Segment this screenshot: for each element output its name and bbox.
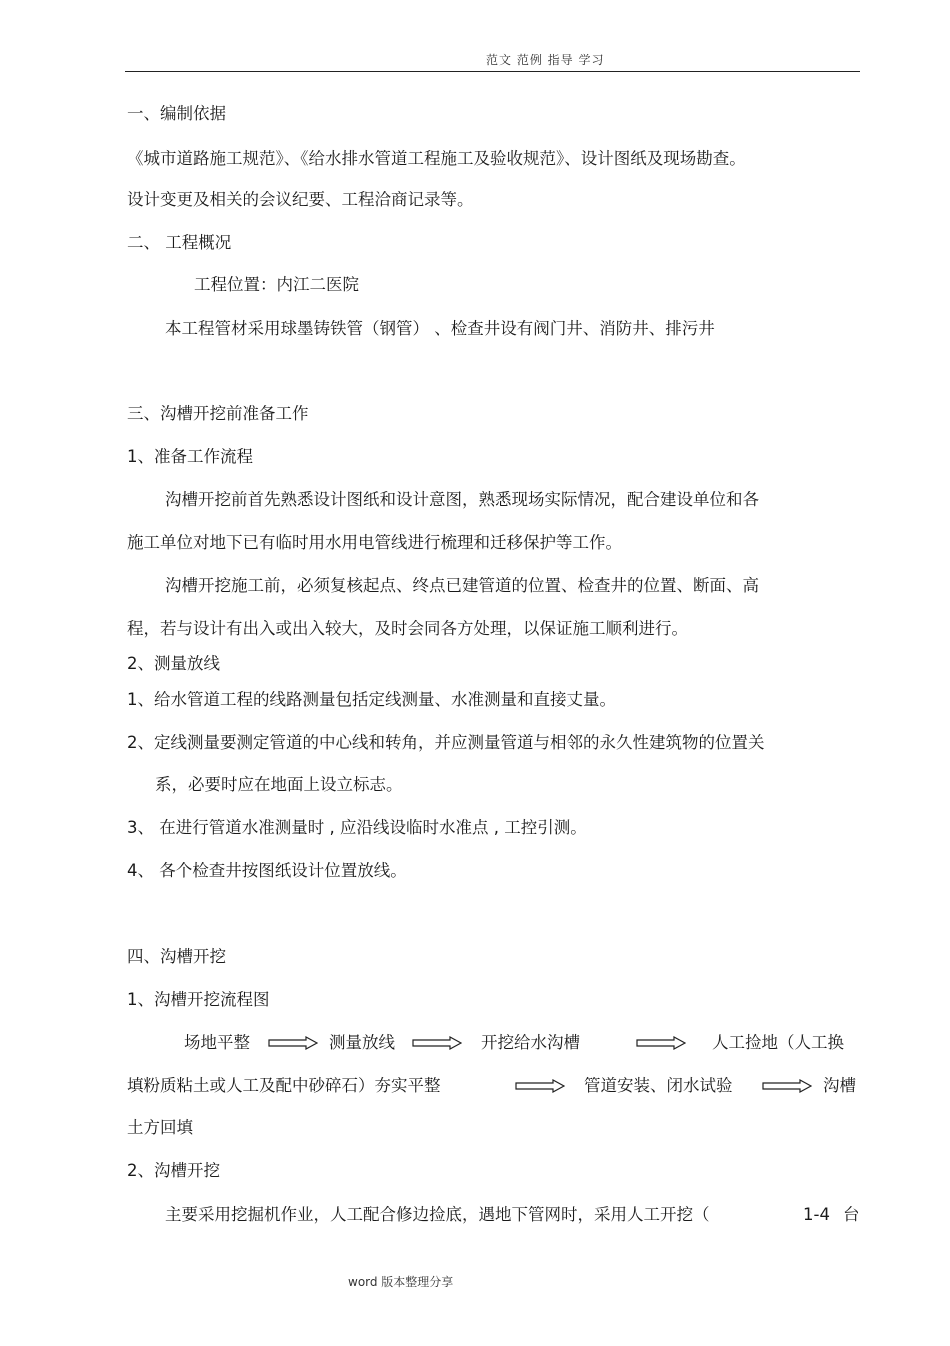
flow-step-trench-label: 沟槽 — [823, 1076, 856, 1095]
basis-line-2: 设计变更及相关的会议纪要、工程洽商记录等。 — [127, 190, 474, 209]
flow-step-manual-cleanup: 人工捡地（人工换 — [712, 1033, 844, 1052]
subheading-excavation-flow: 1、沟槽开挖流程图 — [127, 990, 270, 1009]
prep-para-2-line-1: 沟槽开挖施工前，必须复核起点、终点已建管道的位置、检查井的位置、断面、高 — [165, 576, 759, 595]
project-location: 工程位置：内江二医院 — [194, 275, 359, 294]
basis-line-1: 《城市道路施工规范》、《给水排水管道工程施工及验收规范》、设计图纸及现场勘查。 — [127, 149, 746, 168]
survey-item-4: 4、 各个检查井按图纸设计位置放线。 — [127, 861, 407, 880]
survey-item-2-line-2: 系，必要时应在地面上设立标志。 — [155, 775, 403, 794]
subheading-survey: 2、测量放线 — [127, 654, 220, 673]
flow-step-pipe-install: 管道安装、闭水试验 — [584, 1076, 733, 1095]
header-rule — [125, 71, 860, 72]
flow-step-site-leveling: 场地平整 — [184, 1033, 250, 1052]
excavation-ratio: 1-4 — [803, 1205, 830, 1224]
excavation-tail: 台 — [843, 1205, 860, 1224]
prep-para-1-line-1: 沟槽开挖前首先熟悉设计图纸和设计意图，熟悉现场实际情况，配合建设单位和各 — [165, 490, 759, 509]
flow-arrow-icon — [762, 1079, 812, 1093]
subheading-excavation: 2、沟槽开挖 — [127, 1161, 220, 1180]
flow-arrow-icon — [636, 1036, 686, 1050]
flow-step-earth-backfill: 土方回填 — [127, 1118, 193, 1137]
prep-para-2-line-2: 程，若与设计有出入或出入较大，及时会同各方处理，以保证施工顺利进行。 — [127, 619, 688, 638]
survey-item-2-line-1: 2、定线测量要测定管道的中心线和转角，并应测量管道与相邻的永久性建筑物的位置关 — [127, 733, 765, 752]
subheading-prep-flow: 1、准备工作流程 — [127, 447, 253, 466]
page-footer: word 版本整理分享 — [348, 1275, 454, 1289]
heading-basis: 一、编制依据 — [127, 104, 226, 123]
excavation-para: 主要采用挖掘机作业，人工配合修边捡底，遇地下管网时，采用人工开挖（ — [165, 1205, 710, 1224]
flow-arrow-icon — [515, 1079, 565, 1093]
survey-item-3: 3、 在进行管道水准测量时 , 应沿线设临时水准点 , 工控引测。 — [127, 818, 587, 837]
survey-item-1: 1、给水管道工程的线路测量包括定线测量、水准测量和直接丈量。 — [127, 690, 616, 709]
flow-step-survey: 测量放线 — [329, 1033, 395, 1052]
pipe-material: 本工程管材采用球墨铸铁管（钢管） 、检查井设有阀门井、消防井、排污井 — [165, 319, 715, 338]
flow-step-trench: 开挖给水沟槽 — [481, 1033, 580, 1052]
prep-para-1-line-2: 施工单位对地下已有临时用水用电管线进行梳理和迁移保护等工作。 — [127, 533, 622, 552]
heading-excavation: 四、沟槽开挖 — [127, 947, 226, 966]
heading-preparation: 三、沟槽开挖前准备工作 — [127, 404, 309, 423]
flow-arrow-icon — [412, 1036, 462, 1050]
flow-arrow-icon — [268, 1036, 318, 1050]
page-header: 范文 范例 指导 学习 — [486, 53, 605, 67]
flow-step-backfill-compact: 填粉质粘土或人工及配中砂碎石）夯实平整 — [127, 1076, 441, 1095]
heading-overview: 二、 工程概况 — [127, 233, 232, 252]
